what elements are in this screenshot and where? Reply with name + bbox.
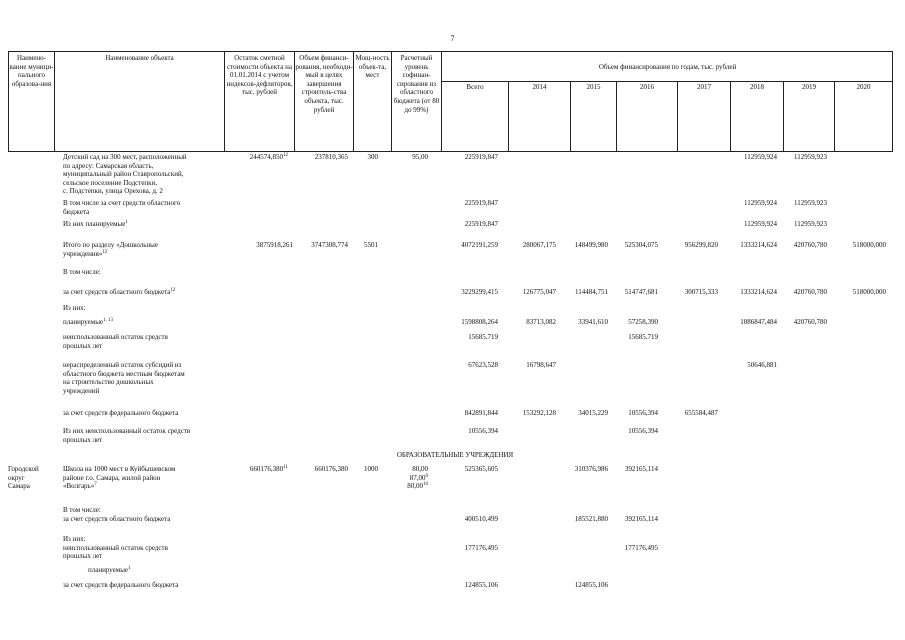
cell-volume: 3747308,774 (311, 241, 348, 249)
cell-y2018: 1333214,624 (740, 288, 777, 296)
header-bottom-border (8, 151, 893, 152)
object-name (63, 318, 113, 327)
object-name-line: планируемые$^1$ (88, 566, 131, 574)
object-name-line: бюджета (63, 207, 90, 216)
object-name (63, 409, 178, 418)
header-remaining-cost: Остаток сметной стоимости объекта на 01.01.2014 с учетом индексов-дефляторов, тыс. рублей (226, 54, 293, 97)
footnote-mark: 1, 13 (103, 318, 114, 323)
cell-y2015: 148499,980 (574, 241, 608, 249)
col-line (508, 81, 509, 151)
col-line (677, 81, 678, 151)
object-name-line: по адресу: Самарская область, (63, 161, 154, 170)
cell-y2019: 420760,780 (793, 318, 827, 326)
cell-total: 4072191,259 (461, 241, 498, 249)
object-name (63, 199, 180, 216)
header-top-border (8, 51, 893, 52)
cell-y2020: 518000,000 (852, 241, 886, 249)
cell-capacity: 5501 (364, 241, 378, 249)
header-object: Наименование объекта (105, 54, 174, 62)
object-name (63, 506, 170, 523)
object-name (88, 566, 131, 575)
cell-y2016: 525304,075 (624, 241, 658, 249)
cell-volume: 660176,380 (314, 465, 348, 473)
cell-y2018: 112959,924 (744, 199, 777, 207)
col-line (730, 81, 731, 151)
cell-y2016: 10556,394 (628, 427, 658, 435)
object-name (63, 288, 175, 297)
object-name-line: В том числе: (63, 268, 101, 276)
object-name (63, 581, 178, 590)
header-municipality: Наимено-вание муници-пального образова-ния (9, 54, 54, 88)
cell-y2018: 50646,881 (747, 361, 777, 369)
col-line (570, 81, 571, 151)
cell-capacity: 300 (367, 153, 378, 161)
col-line (834, 81, 835, 151)
cell-y2019: 112959,923 (794, 199, 827, 207)
footnote-mark: 12 (102, 249, 108, 255)
object-name-line: Школа на 1000 мест в Куйбышевском (63, 465, 176, 473)
object-name-line: Из них планируемые$^1$ (63, 220, 128, 228)
object-name-line: за счет средств областного бюджета$^{12}$ (63, 288, 176, 296)
cell-y2017: 300715,333 (684, 288, 718, 296)
object-name-line: прошлых лет (63, 341, 103, 350)
object-name (63, 241, 158, 258)
object-name (63, 361, 185, 395)
cell-total: 3229299,415 (461, 288, 498, 296)
object-name-line: планируемые$^{1, 13}$ (63, 318, 114, 326)
cell-cofinancing (392, 153, 428, 162)
object-name-line: на строительство дошкольных (63, 378, 154, 387)
cofinancing-value: 80,00$^{10}$ (407, 482, 428, 491)
cell-cost: 244574,850$^{12}$ (249, 153, 288, 161)
cell-y2015: 114484,751 (575, 288, 608, 296)
cell-total: 124855,106 (464, 581, 498, 589)
cell-y2020: 518000,000 (852, 288, 886, 296)
cell-y2014: 126775,047 (522, 288, 556, 296)
object-name-line: прошлых лет (63, 552, 103, 561)
header-year: 2014 (532, 83, 547, 91)
page-number: 7 (450, 34, 455, 43)
object-name-line: Из них: (63, 535, 86, 543)
object-name-line: «Волгарь»$^7$ (63, 482, 97, 491)
cell-y2015: 34015,229 (578, 409, 608, 417)
object-name-line: за счет средств областного бюджета (63, 514, 171, 523)
object-name-line: районе г.о. Самара, жилой район (63, 473, 161, 482)
object-name-line: Из них: (63, 304, 86, 312)
cell-y2019: 112959,923 (794, 220, 827, 228)
cell-y2019: 112959,923 (794, 153, 827, 161)
cell-cost: 3875918,261 (256, 241, 293, 249)
cell-y2017: 655584,487 (684, 409, 718, 417)
cofinancing-value: 87,00$^9$ (409, 473, 428, 482)
header-year: Всего (466, 83, 484, 91)
header-year: 2019 (802, 83, 816, 91)
header-year: 2015 (586, 83, 601, 91)
cell-total: 400510,499 (464, 514, 498, 523)
cell-y2016: 10556,394 (628, 409, 658, 417)
header-year: 2018 (750, 83, 764, 91)
cell-y2014: 83713,082 (526, 318, 556, 326)
cell-y2014: 280067,175 (522, 241, 556, 249)
header-capacity: Мощ-ность объек-та, мест (355, 54, 390, 80)
cell-y2014: 153292,128 (522, 409, 556, 417)
cell-y2015: 185521,880 (574, 514, 608, 523)
table-header (8, 51, 893, 151)
object-name-line: учреждений (63, 386, 100, 395)
cell-total: 225919,847 (464, 199, 498, 207)
cell-total: 842891,844 (464, 409, 498, 417)
cell-y2016: 15685,719 (628, 333, 658, 341)
object-name-line: с. Подстепки, улица Орехова, д. 2 (63, 187, 163, 196)
header-cofinancing: Расчетный уровень софинан-сирования из областного бюджета (от 80 до 99%) (393, 54, 440, 114)
object-name (63, 268, 101, 277)
header-year: 2020 (856, 83, 871, 91)
cell-y2016: 392165,114 (625, 514, 658, 523)
object-name (63, 304, 86, 313)
cell-total: 225919,847 (464, 153, 498, 161)
object-name-line: областного бюджета местным бюджетам (63, 369, 185, 378)
cell-cofinancing (392, 465, 428, 491)
object-name-line: неиспользованный остаток средств (63, 543, 168, 552)
cell-total: 177176,495 (464, 543, 498, 552)
object-name (63, 535, 168, 561)
cell-total: 525365,605 (464, 465, 498, 473)
footnote-mark: 11 (283, 465, 288, 470)
object-name (63, 220, 128, 229)
object-name-line: нераспределенный остаток субсидий из (63, 361, 182, 369)
cofinancing-value: 95,00 (412, 153, 428, 161)
object-name-line: за счет средств федерального бюджета (63, 409, 179, 417)
municipality-cell (8, 465, 39, 491)
municipality-line: Городской (8, 465, 39, 473)
cell-y2019: 420760,780 (793, 241, 827, 249)
cofinancing-value: 80,00 (412, 465, 428, 473)
cell-total: 10556,394 (468, 427, 498, 435)
object-name-line: за счет средств федерального бюджета (63, 581, 179, 589)
cell-y2015: 33941,610 (578, 318, 608, 326)
col-line (783, 81, 784, 151)
cell-y2016: 177176,495 (624, 543, 658, 552)
cell-y2014: 16798,647 (526, 361, 556, 369)
object-name-line: Итого по разделу «Дошкольные (63, 241, 158, 249)
object-name-line: учреждения»$^{12}$ (63, 249, 108, 258)
footnote-mark: 1 (128, 566, 131, 571)
cell-y2016: 514747,681 (624, 288, 658, 296)
cell-y2016: 57258,390 (628, 318, 658, 326)
object-name (63, 427, 190, 444)
cell-total: 67623,528 (468, 361, 498, 369)
footnote-mark: 12 (283, 153, 288, 158)
cell-y2018: 1333214,624 (740, 241, 777, 249)
cell-y2015: 124855,106 (574, 581, 608, 589)
object-name-line: неиспользованный остаток средств (63, 333, 168, 341)
object-name-line: В том числе: (63, 506, 101, 514)
cell-total: 1598808,264 (461, 318, 498, 326)
cell-capacity: 1000 (364, 465, 378, 473)
footnote-mark: 9 (425, 473, 428, 479)
object-name-line: Детский сад на 300 мест, расположенный (63, 153, 187, 161)
object-name-line: муниципальный район Ставропольский, (63, 170, 184, 179)
cell-cost: 660176,380$^{11}$ (249, 465, 288, 473)
object-name (63, 333, 168, 350)
cell-y2017: 956299,820 (684, 241, 718, 249)
footnote-mark: 10 (423, 482, 428, 488)
cell-y2016: 392165,114 (625, 465, 658, 473)
object-name-line: В том числе за счет средств областного (63, 199, 181, 207)
cell-y2018: 1086847,484 (740, 318, 777, 326)
cell-volume: 237810,365 (314, 153, 348, 161)
header-year: 2016 (640, 83, 654, 91)
cell-y2018: 112959,924 (744, 153, 777, 161)
section-title: ОБРАЗОВАТЕЛЬНЫЕ УЧРЕЖДЕНИЯ (396, 451, 514, 459)
object-name (63, 465, 175, 491)
header-financing-volume: Объем финанси-рования, необходи-мый в целях завершения строитель-ства объекта, тыс. рублей (295, 54, 353, 114)
cell-total: 15685,719 (468, 333, 498, 341)
cell-total: 225919,847 (464, 220, 498, 228)
footnote-mark: 1 (125, 220, 128, 225)
col-line (616, 81, 617, 151)
cell-y2018: 112959,924 (744, 220, 777, 228)
footnote-mark: 12 (170, 288, 176, 293)
footnote-mark: 7 (94, 482, 97, 488)
municipality-line: округ (8, 473, 25, 482)
object-name-line: сельское поселение Подстепки, (63, 178, 158, 187)
col-line (54, 51, 55, 151)
header-years-group: Объем финансирования по годам, тыс. рублей (598, 63, 737, 71)
object-name-line: Из них неиспользованный остаток средств (63, 427, 191, 435)
cell-y2019: 420760,780 (793, 288, 827, 296)
municipality-line: Самара (8, 482, 30, 491)
object-name (63, 153, 187, 196)
object-name-line: прошлых лет (63, 435, 103, 444)
header-year: 2017 (697, 83, 711, 91)
cell-y2015: 310376,986 (574, 465, 608, 473)
